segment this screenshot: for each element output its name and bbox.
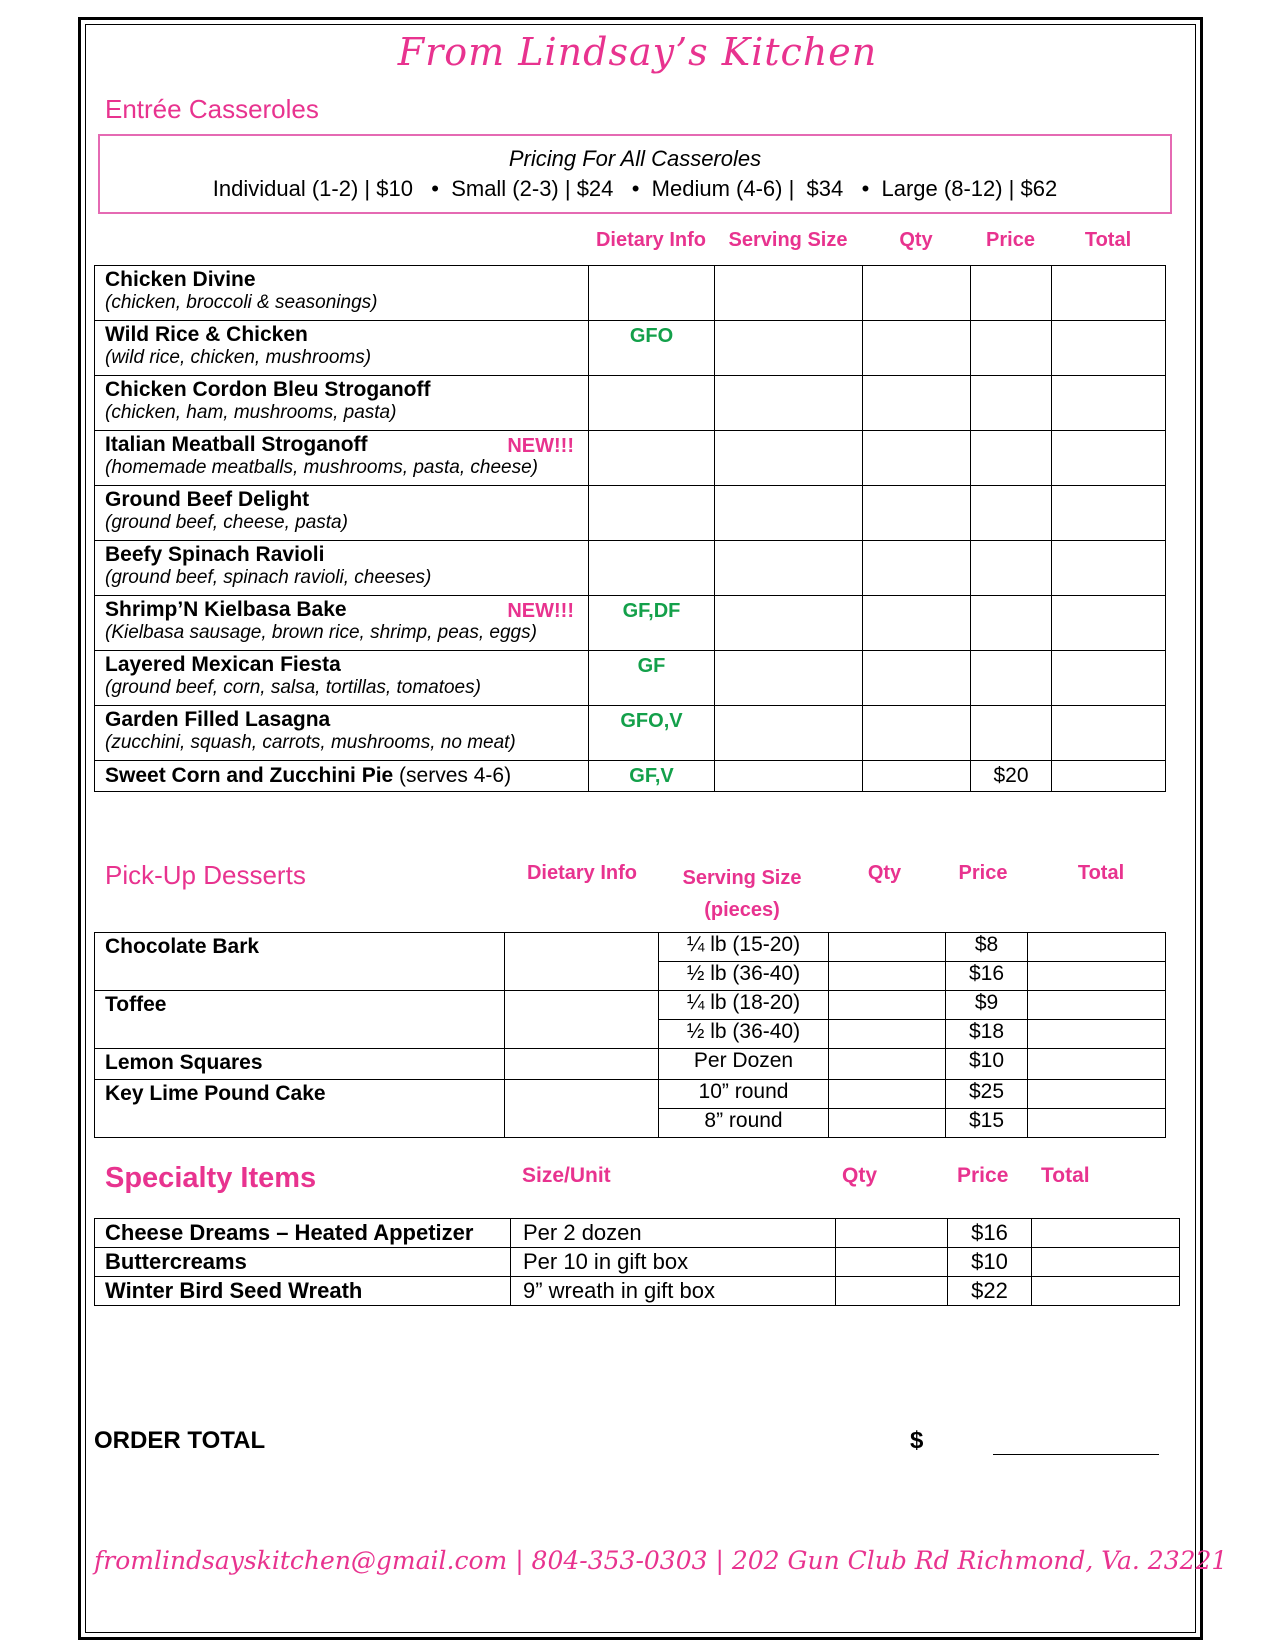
order-total-currency: $: [910, 1427, 924, 1454]
entree-diet-cell: [589, 541, 715, 596]
dessert-size-cell: ¼ lb (15-20): [659, 933, 829, 962]
specialty-total-cell[interactable]: [1032, 1248, 1180, 1277]
entree-row: [95, 596, 1166, 651]
entree-qty-cell[interactable]: [863, 706, 971, 761]
entree-item-name: Shrimp’N Kielbasa Bake: [105, 598, 347, 621]
entree-serving-cell[interactable]: [715, 321, 863, 376]
entree-diet-cell: [589, 431, 715, 486]
entree-row: [95, 266, 1166, 321]
dessert-qty-cell[interactable]: [829, 1020, 946, 1049]
pricing-title: Pricing For All Casseroles: [508, 146, 762, 171]
entree-item-line: [95, 764, 588, 788]
dessert-item-name: Toffee: [95, 991, 505, 1049]
entree-serving-cell[interactable]: [715, 431, 863, 486]
dessert-price-cell: $15: [946, 1109, 1028, 1138]
specialty-row: [95, 1248, 1180, 1277]
dessert-row: [95, 933, 1166, 962]
entree-item-name: Italian Meatball Stroganoff: [105, 433, 368, 456]
entree-row: [95, 321, 1166, 376]
entree-row: [95, 376, 1166, 431]
entree-serving-cell[interactable]: [715, 706, 863, 761]
entree-qty-cell[interactable]: [863, 321, 971, 376]
specialty-qty-cell[interactable]: [836, 1248, 948, 1277]
desserts-col-qty: Qty: [867, 862, 902, 884]
dessert-price-cell: $9: [946, 991, 1028, 1020]
entree-qty-cell[interactable]: [863, 596, 971, 651]
specialty-unit-cell: 9” wreath in gift box: [511, 1277, 836, 1306]
dessert-total-cell[interactable]: [1028, 1109, 1166, 1138]
entree-qty-cell[interactable]: [863, 651, 971, 706]
specialty-item-name: Winter Bird Seed Wreath: [95, 1277, 511, 1306]
dessert-qty-cell[interactable]: [829, 991, 946, 1020]
entree-row: [95, 431, 1166, 486]
entree-item-name: Sweet Corn and Zucchini Pie: [105, 764, 394, 787]
entree-item-name: Wild Rice & Chicken: [105, 323, 308, 346]
entree-col-dietary: Dietary Info: [595, 229, 707, 251]
page-title: From Lindsay’s Kitchen: [397, 30, 878, 74]
specialty-total-cell[interactable]: [1032, 1277, 1180, 1306]
dessert-total-cell[interactable]: [1028, 1049, 1166, 1080]
entree-total-cell[interactable]: [1052, 761, 1166, 792]
entree-price-cell: [971, 486, 1052, 541]
entree-total-cell[interactable]: [1052, 431, 1166, 486]
entree-table: [94, 265, 1166, 792]
dessert-row: [95, 991, 1166, 1020]
entree-diet-cell: [589, 266, 715, 321]
specialty-total-cell[interactable]: [1032, 1219, 1180, 1248]
entree-diet-cell: GFO,V: [589, 706, 715, 761]
dessert-total-cell[interactable]: [1028, 962, 1166, 991]
entree-diet-cell: [589, 486, 715, 541]
dessert-qty-cell[interactable]: [829, 933, 946, 962]
entree-price-cell: $20: [971, 761, 1052, 792]
entree-item-cell: [95, 761, 589, 792]
desserts-col-serving-line1: Serving Size: [682, 867, 802, 889]
dessert-diet-cell: [505, 933, 659, 991]
entree-total-cell[interactable]: [1052, 541, 1166, 596]
entree-total-cell[interactable]: [1052, 486, 1166, 541]
footer-contact: fromlindsayskitchen@gmail.com | 804-353-0303 | 202 Gun Club Rd Richmond, Va. 23221: [94, 1546, 1228, 1575]
entree-col-price: Price: [986, 229, 1035, 251]
entree-serving-cell[interactable]: [715, 541, 863, 596]
entree-price-cell: [971, 651, 1052, 706]
dessert-item-name: Lemon Squares: [95, 1049, 505, 1080]
dessert-row: [95, 1080, 1166, 1109]
dessert-qty-cell[interactable]: [829, 1109, 946, 1138]
specialty-col-total: Total: [1041, 1164, 1090, 1187]
order-total-blank[interactable]: [993, 1454, 1159, 1455]
specialty-item-name: Buttercreams: [95, 1248, 511, 1277]
entree-item-cell: [95, 321, 589, 376]
new-badge: NEW!!!: [507, 435, 574, 457]
entree-item-desc: (ground beef, corn, salsa, tortillas, tomatoes): [105, 677, 481, 698]
pricing-box: [98, 134, 1172, 214]
specialty-col-price: Price: [957, 1164, 1009, 1187]
entree-item-cell: [95, 596, 589, 651]
entree-serving-cell[interactable]: [715, 596, 863, 651]
entree-total-cell[interactable]: [1052, 706, 1166, 761]
entree-item-desc: (homemade meatballs, mushrooms, pasta, cheese): [105, 457, 538, 478]
dessert-item-name: Key Lime Pound Cake: [95, 1080, 505, 1138]
entree-row: [95, 541, 1166, 596]
entree-item-cell: [95, 651, 589, 706]
entree-item-name: Layered Mexican Fiesta: [105, 653, 341, 676]
entree-total-cell[interactable]: [1052, 596, 1166, 651]
desserts-col-serving: [657, 862, 827, 926]
entree-item-desc: (ground beef, spinach ravioli, cheeses): [105, 567, 432, 588]
dessert-size-cell: ¼ lb (18-20): [659, 991, 829, 1020]
dessert-qty-cell[interactable]: [829, 962, 946, 991]
entree-total-cell[interactable]: [1052, 266, 1166, 321]
entree-price-cell: [971, 266, 1052, 321]
entree-item-cell: [95, 486, 589, 541]
entree-price-cell: [971, 321, 1052, 376]
dessert-price-cell: $10: [946, 1049, 1028, 1080]
entree-col-serving: Serving Size: [728, 229, 848, 251]
entree-item-desc: (chicken, broccoli & seasonings): [105, 292, 378, 313]
new-badge: NEW!!!: [507, 600, 574, 622]
specialty-unit-cell: Per 2 dozen: [511, 1219, 836, 1248]
entree-item-name: Chicken Cordon Bleu Stroganoff: [105, 378, 431, 401]
entree-item-cell: [95, 431, 589, 486]
entree-item-name: Beefy Spinach Ravioli: [105, 543, 325, 566]
desserts-table: [94, 932, 1166, 1138]
entree-qty-cell[interactable]: [863, 486, 971, 541]
dessert-price-cell: $8: [946, 933, 1028, 962]
entree-price-cell: [971, 376, 1052, 431]
entree-total-cell[interactable]: [1052, 376, 1166, 431]
desserts-col-total: Total: [1077, 862, 1125, 884]
dessert-size-cell: ½ lb (36-40): [659, 962, 829, 991]
dessert-size-cell: 8” round: [659, 1109, 829, 1138]
entree-price-cell: [971, 596, 1052, 651]
dessert-qty-cell[interactable]: [829, 1049, 946, 1080]
dessert-size-cell: ½ lb (36-40): [659, 1020, 829, 1049]
entree-col-total: Total: [1084, 229, 1132, 251]
entree-qty-cell[interactable]: [863, 761, 971, 792]
desserts-col-dietary: Dietary Info: [526, 862, 638, 884]
pricing-line: Individual (1-2) | $10 • Small (2-3) | $24 • Medium (4-6) | $34 • Large (8-12) | $62: [212, 176, 1058, 201]
entree-qty-cell[interactable]: [863, 431, 971, 486]
entree-price-cell: [971, 706, 1052, 761]
dessert-total-cell[interactable]: [1028, 991, 1166, 1020]
entree-item-cell: [95, 706, 589, 761]
specialty-unit-cell: Per 10 in gift box: [511, 1248, 836, 1277]
specialty-col-qty: Qty: [842, 1164, 878, 1187]
specialty-qty-cell[interactable]: [836, 1219, 948, 1248]
entree-serving-cell[interactable]: [715, 651, 863, 706]
entree-serving-cell[interactable]: [715, 376, 863, 431]
entree-serving-cell[interactable]: [715, 761, 863, 792]
entree-serving-cell[interactable]: [715, 266, 863, 321]
entree-row: [95, 761, 1166, 792]
entree-price-cell: [971, 541, 1052, 596]
specialty-price-cell: $22: [948, 1277, 1032, 1306]
specialty-item-name: Cheese Dreams – Heated Appetizer: [95, 1219, 511, 1248]
entree-item-cell: [95, 266, 589, 321]
entree-row: [95, 706, 1166, 761]
entree-heading: Entrée Casseroles: [105, 94, 319, 124]
specialty-col-unit: Size/Unit: [522, 1164, 611, 1187]
dessert-size-cell: 10” round: [659, 1080, 829, 1109]
entree-row: [95, 651, 1166, 706]
entree-diet-cell: GF,DF: [589, 596, 715, 651]
entree-item-name: Ground Beef Delight: [105, 488, 310, 511]
specialty-qty-cell[interactable]: [836, 1277, 948, 1306]
dessert-diet-cell: [505, 1080, 659, 1138]
entree-item-desc: (Kielbasa sausage, brown rice, shrimp, peas, eggs): [105, 622, 537, 643]
entree-serving-cell[interactable]: [715, 486, 863, 541]
desserts-heading: Pick-Up Desserts: [105, 860, 306, 890]
entree-qty-cell[interactable]: [863, 266, 971, 321]
desserts-col-serving-line2: (pieces): [704, 899, 780, 921]
dessert-price-cell: $18: [946, 1020, 1028, 1049]
dessert-diet-cell: [505, 1049, 659, 1080]
dessert-price-cell: $25: [946, 1080, 1028, 1109]
dessert-total-cell[interactable]: [1028, 933, 1166, 962]
specialty-price-cell: $16: [948, 1219, 1032, 1248]
entree-item-name: Garden Filled Lasagna: [105, 708, 331, 731]
entree-diet-cell: GF: [589, 651, 715, 706]
entree-total-cell[interactable]: [1052, 651, 1166, 706]
order-total-label: ORDER TOTAL: [94, 1427, 266, 1454]
dessert-row: [95, 1049, 1166, 1080]
entree-qty-cell[interactable]: [863, 541, 971, 596]
entree-item-name: Chicken Divine: [105, 268, 256, 291]
entree-item-desc: (chicken, ham, mushrooms, pasta): [105, 402, 397, 423]
entree-item-cell: [95, 376, 589, 431]
entree-item-desc: (ground beef, cheese, pasta): [105, 512, 348, 533]
dessert-diet-cell: [505, 991, 659, 1049]
entree-item-note: (serves 4-6): [393, 764, 512, 787]
dessert-item-name: Chocolate Bark: [95, 933, 505, 991]
specialty-row: [95, 1219, 1180, 1248]
dessert-total-cell[interactable]: [1028, 1020, 1166, 1049]
specialty-heading: Specialty Items: [105, 1162, 317, 1194]
entree-diet-cell: GFO: [589, 321, 715, 376]
specialty-row: [95, 1277, 1180, 1306]
dessert-size-cell: Per Dozen: [659, 1049, 829, 1080]
specialty-table: [94, 1218, 1180, 1306]
entree-item-desc: (zucchini, squash, carrots, mushrooms, no meat): [105, 732, 516, 753]
entree-price-cell: [971, 431, 1052, 486]
dessert-price-cell: $16: [946, 962, 1028, 991]
desserts-col-price: Price: [958, 862, 1008, 884]
entree-row: [95, 486, 1166, 541]
entree-item-cell: [95, 541, 589, 596]
entree-diet-cell: GF,V: [589, 761, 715, 792]
specialty-price-cell: $10: [948, 1248, 1032, 1277]
dessert-qty-cell[interactable]: [829, 1080, 946, 1109]
entree-total-cell[interactable]: [1052, 321, 1166, 376]
entree-diet-cell: [589, 376, 715, 431]
entree-qty-cell[interactable]: [863, 376, 971, 431]
dessert-total-cell[interactable]: [1028, 1080, 1166, 1109]
entree-col-qty: Qty: [899, 229, 933, 251]
entree-item-desc: (wild rice, chicken, mushrooms): [105, 347, 372, 368]
